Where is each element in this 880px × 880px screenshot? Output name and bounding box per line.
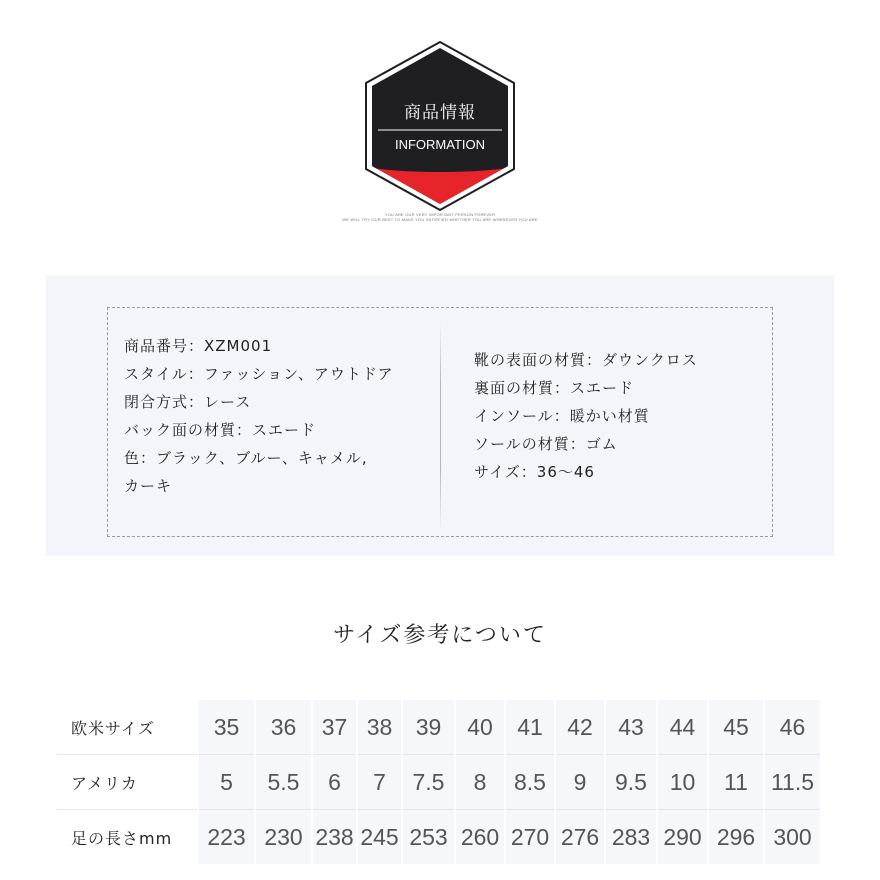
size-section-title: サイズ参考について <box>333 623 547 648</box>
size-cell: 38 <box>357 700 402 755</box>
spec-line: 靴の表面の材質：ダウンクロス <box>474 351 698 369</box>
size-cell: 39 <box>402 700 455 755</box>
hexagon-badge-icon <box>362 40 518 212</box>
info-column-right <box>474 346 764 486</box>
size-cell: 40 <box>455 700 505 755</box>
size-cell: 223 <box>198 810 255 865</box>
row-us-size <box>57 755 820 810</box>
size-cell: 45 <box>708 700 764 755</box>
size-cell: 245 <box>357 810 402 865</box>
size-cell: 7 <box>357 755 402 810</box>
product-info-panel <box>46 275 834 556</box>
size-cell: 8 <box>455 755 505 810</box>
size-cell: 283 <box>605 810 657 865</box>
size-cell: 9.5 <box>605 755 657 810</box>
size-cell: 36 <box>255 700 312 755</box>
info-badge <box>362 40 518 212</box>
size-cell: 42 <box>555 700 605 755</box>
size-cell: 9 <box>555 755 605 810</box>
badge-title: 商品情報 <box>404 103 476 123</box>
row-eu-size <box>57 700 820 755</box>
size-cell: 290 <box>657 810 708 865</box>
spec-line: 商品番号：XZM001 <box>124 337 273 355</box>
row-label: 欧米サイズ <box>57 700 198 755</box>
size-cell: 276 <box>555 810 605 865</box>
size-cell: 46 <box>764 700 820 755</box>
row-foot-length <box>57 810 820 865</box>
size-cell: 5.5 <box>255 755 312 810</box>
size-cell: 230 <box>255 810 312 865</box>
size-cell: 43 <box>605 700 657 755</box>
size-cell: 11.5 <box>764 755 820 810</box>
size-cell: 253 <box>402 810 455 865</box>
size-cell: 35 <box>198 700 255 755</box>
size-table <box>57 700 820 864</box>
column-divider <box>440 322 441 532</box>
badge-subtitle: INFORMATION <box>394 137 486 152</box>
spec-line: 色：ブラック、ブルー、キャメル, <box>124 449 368 467</box>
size-cell: 44 <box>657 700 708 755</box>
size-cell: 37 <box>312 700 357 755</box>
spec-line: バック面の材質：スエード <box>124 421 317 439</box>
spec-line: 裏面の材質：スエード <box>474 379 635 397</box>
size-cell: 10 <box>657 755 708 810</box>
spec-line: 閉合方式：レース <box>124 393 252 411</box>
size-cell: 296 <box>708 810 764 865</box>
size-cell: 11 <box>708 755 764 810</box>
info-column-left <box>124 332 429 500</box>
size-cell: 41 <box>505 700 555 755</box>
tagline-line-2: WE WILL TRY OUR BEST TO MAKE YOU SATISFIED WHETHER YOU ARE WHEREVER YOU ARE <box>342 217 538 222</box>
tagline-line-1: YOU ARE OUR VERY IMPORTANT PERSON FOREVER <box>384 212 496 217</box>
spec-line: カーキ <box>124 477 173 495</box>
size-cell: 8.5 <box>505 755 555 810</box>
row-label: アメリカ <box>57 755 198 810</box>
size-cell: 270 <box>505 810 555 865</box>
product-info-frame <box>107 307 773 537</box>
size-cell: 300 <box>764 810 820 865</box>
row-label: 足の長さmm <box>57 810 198 865</box>
spec-line: インソール：暖かい材質 <box>474 407 650 425</box>
spec-line: サイズ：36～46 <box>474 463 595 481</box>
size-cell: 238 <box>312 810 357 865</box>
spec-line: スタイル：ファッション、アウトドア <box>124 365 394 383</box>
size-cell: 6 <box>312 755 357 810</box>
size-cell: 7.5 <box>402 755 455 810</box>
size-cell: 260 <box>455 810 505 865</box>
spec-line: ソールの材質：ゴム <box>474 435 618 453</box>
size-cell: 5 <box>198 755 255 810</box>
